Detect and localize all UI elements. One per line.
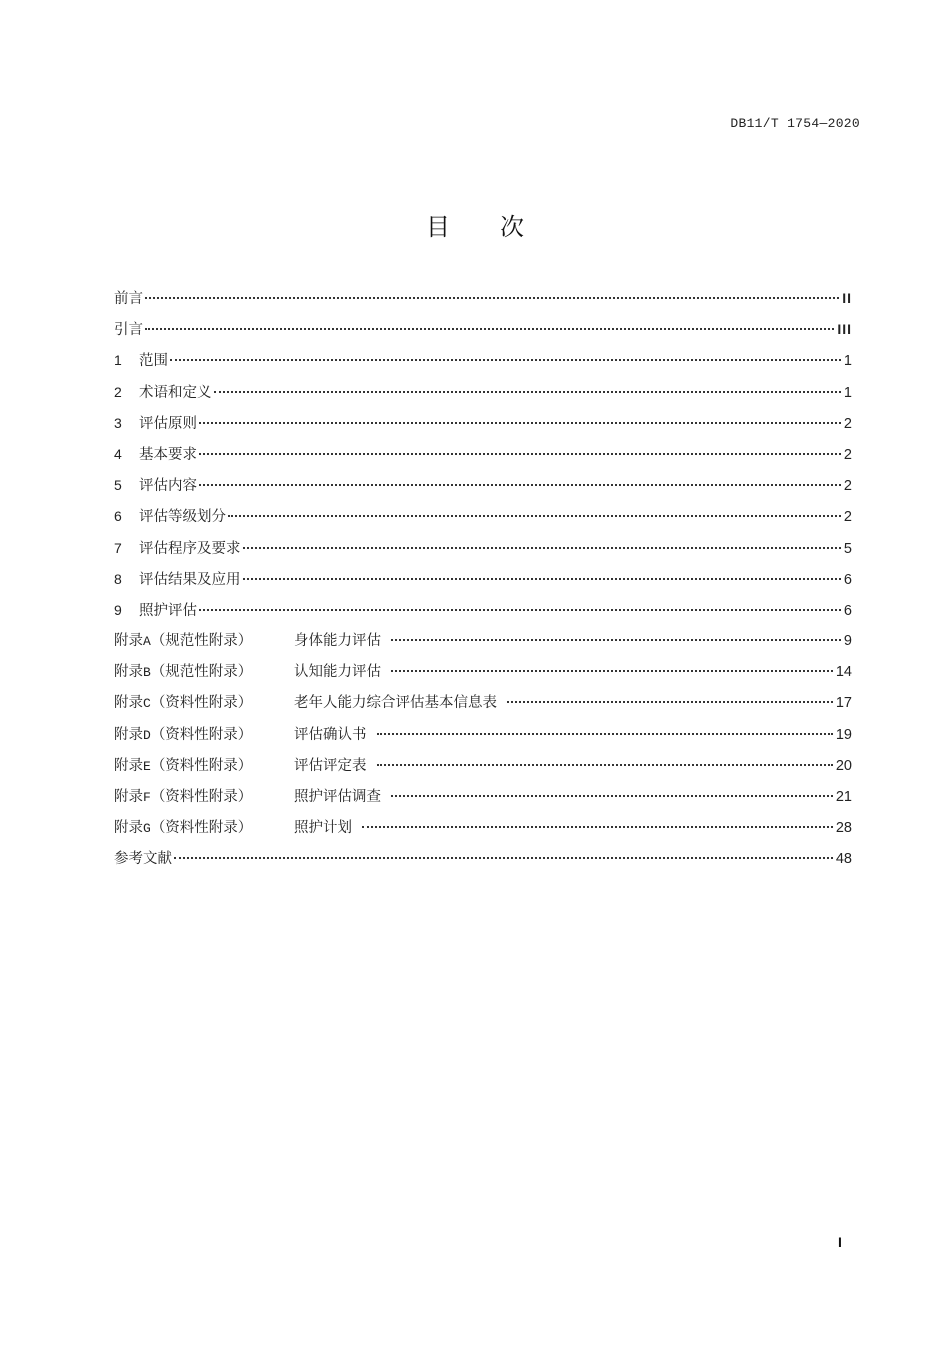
- appendix-letter: D: [143, 727, 151, 743]
- dot-leader: [377, 764, 833, 766]
- toc-entry-page: 6: [843, 602, 852, 619]
- appendix-letter: C: [143, 696, 151, 712]
- toc-entry-foreword[interactable]: [114, 287, 852, 318]
- appendix-prefix: 附录: [114, 726, 143, 743]
- toc-entry-label: 评估等级划分: [139, 509, 226, 526]
- dot-leader: [170, 359, 841, 361]
- toc-entry-number: 4: [114, 445, 122, 462]
- toc-entry-number: 8: [114, 570, 122, 587]
- toc-entry-page: II: [842, 290, 852, 306]
- appendix-letter: E: [143, 758, 151, 774]
- toc-entry-page: 28: [835, 820, 852, 837]
- toc-title-char: 目: [426, 213, 450, 241]
- toc-entry-label: 评估原则: [139, 415, 197, 432]
- toc-entry-appendix[interactable]: [114, 630, 852, 661]
- appendix-prefix: 附录: [114, 633, 143, 650]
- toc-entry-page: 1: [843, 384, 852, 401]
- toc-entry-chapter[interactable]: [114, 412, 852, 443]
- toc-entry-chapter[interactable]: [114, 443, 852, 474]
- toc-entry-page: 5: [843, 540, 852, 557]
- toc-entry-references[interactable]: [114, 848, 852, 879]
- toc-entry-label: 评估评定表: [294, 757, 367, 774]
- toc-entry-label: 基本要求: [139, 446, 197, 463]
- dot-leader: [145, 328, 834, 330]
- appendix-letter: B: [143, 665, 151, 681]
- toc-entry-page: 9: [843, 633, 852, 650]
- toc-entry-number: 3: [114, 414, 122, 431]
- toc-entry-page: 6: [843, 571, 852, 588]
- toc-entry-number: 1: [114, 352, 122, 369]
- toc-entry-appendix[interactable]: [114, 661, 852, 692]
- toc-entry-appendix[interactable]: [114, 724, 852, 755]
- appendix-designation: [114, 786, 294, 809]
- toc-entry-page: 2: [843, 415, 852, 432]
- dot-leader: [362, 826, 833, 828]
- toc-entry-page: 17: [835, 695, 852, 712]
- toc-entry-label: 老年人能力综合评估基本信息表: [294, 695, 497, 712]
- toc-title: [0, 207, 950, 242]
- toc-entry-label: 评估确认书: [294, 726, 367, 743]
- toc-entry-label: 评估结果及应用: [139, 571, 241, 588]
- toc-entry-label: 引言: [114, 322, 143, 339]
- toc-entry-label: 照护评估调查: [294, 789, 381, 805]
- dot-leader: [174, 857, 833, 859]
- toc-entry-label: 评估程序及要求: [139, 540, 241, 557]
- appendix-type: （资料性附录）: [150, 726, 253, 743]
- toc-entry-page: 14: [835, 664, 852, 681]
- toc-entry-chapter[interactable]: [114, 381, 852, 412]
- toc-entry-page: 2: [843, 509, 852, 526]
- toc-entry-chapter[interactable]: [114, 568, 852, 599]
- toc-entry-chapter[interactable]: [114, 349, 852, 380]
- dot-leader: [391, 639, 841, 641]
- toc-entry-page: 21: [835, 789, 852, 805]
- table-of-contents: [114, 287, 852, 880]
- appendix-letter: F: [143, 790, 151, 805]
- dot-leader: [228, 515, 841, 517]
- toc-entry-page: III: [837, 321, 852, 338]
- toc-entry-page: 19: [835, 726, 852, 743]
- dot-leader: [199, 609, 841, 611]
- dot-leader: [199, 453, 841, 455]
- appendix-type: （资料性附录）: [150, 820, 253, 837]
- appendix-designation: [114, 692, 294, 715]
- toc-entry-appendix[interactable]: [114, 755, 852, 786]
- appendix-letter: A: [143, 634, 151, 650]
- appendix-type: （规范性附录）: [150, 664, 253, 681]
- toc-entry-page: 48: [835, 851, 852, 868]
- appendix-prefix: 附录: [114, 695, 143, 712]
- document-code: DB11/T 1754—2020: [730, 116, 860, 131]
- dot-leader: [377, 733, 833, 735]
- toc-entry-page: 2: [843, 446, 852, 463]
- appendix-type: （资料性附录）: [150, 789, 253, 805]
- dot-leader: [145, 297, 839, 299]
- dot-leader: [243, 547, 841, 549]
- toc-entry-label: 前言: [114, 291, 143, 307]
- dot-leader: [199, 484, 841, 486]
- appendix-designation: [114, 661, 294, 684]
- toc-entry-label: 身体能力评估: [294, 633, 381, 650]
- dot-leader: [214, 391, 841, 393]
- appendix-prefix: 附录: [114, 757, 143, 774]
- appendix-type: （资料性附录）: [150, 757, 253, 774]
- toc-entry-label: 照护计划: [294, 820, 352, 837]
- toc-entry-label: 参考文献: [114, 851, 172, 868]
- appendix-prefix: 附录: [114, 820, 143, 837]
- toc-entry-number: 6: [114, 508, 122, 525]
- toc-title-char: 次: [500, 213, 524, 241]
- toc-entry-chapter[interactable]: [114, 505, 852, 536]
- appendix-designation: [114, 724, 294, 747]
- dot-leader: [391, 795, 833, 797]
- appendix-letter: G: [143, 821, 151, 837]
- dot-leader: [199, 422, 841, 424]
- toc-entry-page: 1: [843, 353, 852, 370]
- toc-entry-introduction[interactable]: [114, 318, 852, 349]
- toc-entry-number: 5: [114, 477, 122, 494]
- appendix-type: （规范性附录）: [150, 633, 253, 650]
- dot-leader: [243, 578, 841, 580]
- appendix-prefix: 附录: [114, 789, 143, 805]
- toc-entry-label: 术语和定义: [139, 384, 212, 401]
- toc-entry-label: 照护评估: [139, 602, 197, 619]
- dot-leader: [507, 701, 833, 703]
- toc-entry-label: 认知能力评估: [294, 664, 381, 681]
- toc-entry-chapter[interactable]: [114, 599, 852, 630]
- toc-entry-label: 范围: [139, 353, 168, 370]
- appendix-designation: [114, 755, 294, 778]
- toc-entry-appendix[interactable]: [114, 817, 852, 848]
- page-number: I: [838, 1234, 842, 1250]
- toc-entry-chapter[interactable]: [114, 474, 852, 505]
- toc-entry-number: 7: [114, 539, 122, 556]
- appendix-designation: [114, 630, 294, 653]
- toc-entry-appendix[interactable]: [114, 786, 852, 817]
- toc-entry-label: 评估内容: [139, 478, 197, 495]
- toc-entry-appendix[interactable]: [114, 692, 852, 723]
- dot-leader: [391, 670, 833, 672]
- appendix-type: （资料性附录）: [150, 695, 253, 712]
- toc-entry-page: 2: [843, 478, 852, 495]
- toc-entry-page: 20: [835, 757, 852, 774]
- appendix-prefix: 附录: [114, 664, 143, 681]
- toc-entry-number: 9: [114, 601, 122, 618]
- toc-entry-chapter[interactable]: [114, 537, 852, 568]
- toc-entry-number: 2: [114, 383, 122, 400]
- appendix-designation: [114, 817, 294, 840]
